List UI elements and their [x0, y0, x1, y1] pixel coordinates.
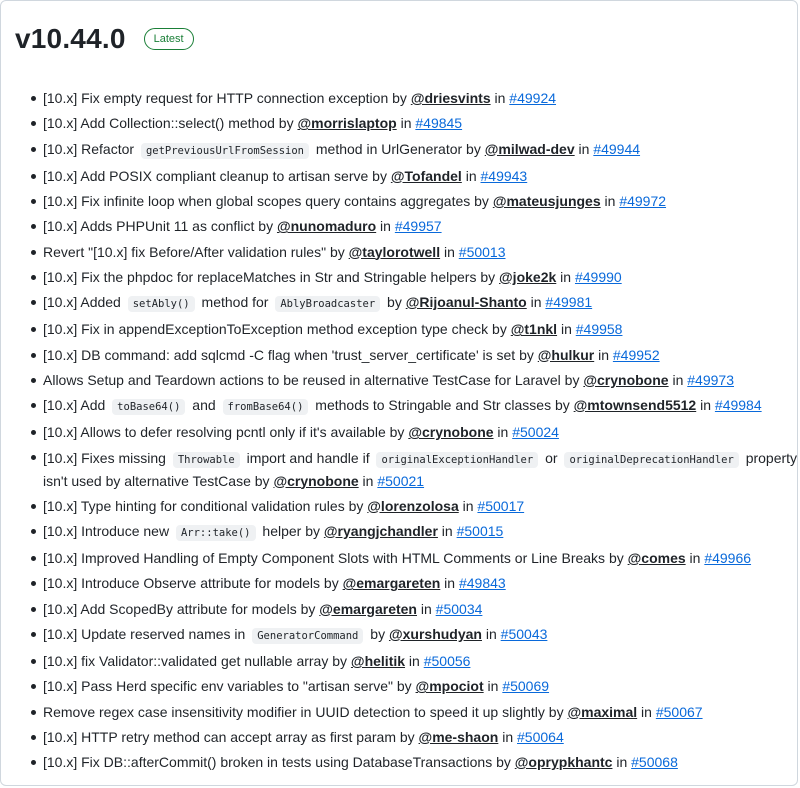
- note-text: in: [481, 625, 501, 642]
- inline-code: originalExceptionHandler: [376, 452, 538, 468]
- author-link[interactable]: @hulkur: [537, 346, 595, 363]
- note-text: or: [541, 449, 562, 466]
- release-note-item: [43, 317, 800, 342]
- pull-request-link[interactable]: #49958: [575, 321, 623, 338]
- note-text: in: [668, 371, 688, 388]
- latest-badge: Latest: [144, 28, 194, 50]
- pull-request-link[interactable]: #50056: [423, 653, 471, 669]
- release-note-item: [43, 368, 800, 393]
- release-note-item: [43, 494, 800, 519]
- release-note-item: [43, 111, 800, 136]
- note-text: in: [483, 678, 503, 695]
- note-text: by: [366, 625, 389, 642]
- note-text: [10.x] Allows to defer resolving pcntl only if it's available by: [43, 424, 409, 441]
- release-note-item: [43, 446, 800, 494]
- author-link[interactable]: @driesvints: [410, 90, 491, 106]
- author-link[interactable]: @crynobone: [408, 424, 494, 441]
- author-link[interactable]: @oprypkhantc: [514, 754, 613, 770]
- note-text: in: [461, 167, 481, 184]
- author-link[interactable]: @maximal: [567, 703, 638, 720]
- release-header: [15, 19, 194, 59]
- release-note-item: [43, 750, 800, 775]
- author-link[interactable]: @morrislaptop: [297, 115, 397, 132]
- note-text: property isn't used by alternative TestCase by: [43, 449, 798, 489]
- inline-code: GeneratorCommand: [252, 628, 363, 644]
- inline-code: Throwable: [173, 452, 240, 468]
- note-text: methods to Stringable and Str classes by: [311, 397, 574, 413]
- note-text: helper by: [258, 522, 324, 539]
- author-link[interactable]: @Tofandel: [390, 167, 462, 184]
- author-link[interactable]: @joke2k: [499, 268, 557, 285]
- pull-request-link[interactable]: #50064: [517, 728, 564, 745]
- release-note-item: [43, 649, 800, 674]
- note-text: in: [637, 703, 656, 720]
- note-text: [10.x] Fixes missing: [43, 449, 170, 466]
- note-text: in: [440, 243, 459, 260]
- note-text: [10.x] Fix in appendExceptionToException method exception type check by: [43, 321, 511, 338]
- note-text: [10.x] Fix DB::afterCommit() broken in tests using DatabaseTransactions by: [43, 754, 515, 770]
- pull-request-link[interactable]: #50043: [500, 625, 548, 642]
- pull-request-link[interactable]: #49981: [545, 294, 593, 310]
- note-text: in: [526, 294, 546, 310]
- inline-code: AblyBroadcaster: [275, 296, 380, 312]
- release-note-item: [43, 86, 800, 111]
- note-text: [10.x] Adds PHPUnit 11 as conflict by: [43, 218, 277, 235]
- note-text: in: [396, 115, 416, 132]
- release-note-item: [43, 571, 800, 596]
- pull-request-link[interactable]: #49990: [574, 268, 622, 285]
- release-note-item: [43, 393, 800, 420]
- pull-request-link[interactable]: #49966: [704, 550, 752, 566]
- release-note-item: [43, 137, 800, 164]
- note-text: in: [612, 754, 632, 770]
- note-text: [10.x] Added: [43, 294, 125, 310]
- note-text: [10.x] Add POSIX compliant cleanup to artisan serve by: [43, 167, 391, 184]
- pull-request-link[interactable]: #49843: [458, 575, 506, 592]
- note-text: [10.x] Type hinting for conditional validation rules by: [43, 497, 368, 514]
- release-note-item: [43, 420, 800, 445]
- note-text: [10.x] Pass Herd specific env variables to "artisan serve" by: [43, 678, 416, 695]
- author-link[interactable]: @mtownsend5512: [573, 397, 697, 413]
- author-link[interactable]: @Rijoanul-Shanto: [405, 294, 527, 310]
- note-text: in: [437, 522, 457, 539]
- author-link[interactable]: @emargareten: [342, 575, 441, 592]
- release-note-item: [43, 622, 800, 649]
- inline-code: fromBase64(): [223, 399, 309, 415]
- pull-request-link[interactable]: #49984: [714, 397, 762, 413]
- author-link[interactable]: @mpociot: [415, 678, 484, 695]
- note-text: in: [405, 653, 424, 669]
- note-text: in: [600, 193, 620, 209]
- release-note-item: [43, 265, 800, 290]
- release-note-item: [43, 546, 800, 571]
- author-link[interactable]: @crynobone: [273, 472, 359, 489]
- note-text: [10.x] Fix infinite loop when global scopes query contains aggregates by: [43, 193, 493, 209]
- inline-code: originalDeprecationHandler: [564, 452, 738, 468]
- pull-request-link[interactable]: #49944: [593, 140, 641, 157]
- pull-request-link[interactable]: #49957: [394, 218, 442, 235]
- note-text: and: [188, 397, 220, 413]
- author-link[interactable]: @milwad-dev: [484, 140, 575, 157]
- release-note-item: [43, 189, 800, 214]
- pull-request-link[interactable]: #49943: [480, 167, 528, 184]
- note-text: [10.x] Add: [43, 397, 110, 413]
- release-title[interactable]: v10.44.0: [15, 23, 126, 54]
- note-text: in: [594, 346, 613, 363]
- inline-code: Arr::take(): [176, 525, 256, 541]
- release-note-item: [43, 214, 800, 239]
- release-note-item: [43, 290, 800, 317]
- note-text: method for: [197, 294, 273, 310]
- note-text: method in UrlGenerator by: [311, 140, 485, 157]
- release-note-item: [43, 164, 800, 189]
- note-text: in: [574, 140, 594, 157]
- pull-request-link[interactable]: #50021: [377, 472, 425, 489]
- pull-request-link[interactable]: #49972: [619, 193, 667, 209]
- release-note-item: [43, 700, 800, 725]
- pull-request-link[interactable]: #49952: [612, 346, 660, 363]
- note-text: in: [498, 728, 518, 745]
- author-link[interactable]: @t1nkl: [510, 321, 558, 338]
- note-text: in: [440, 575, 459, 592]
- note-text: [10.x] Add ScopedBy attribute for models by: [43, 600, 320, 617]
- note-text: in: [696, 397, 715, 413]
- pull-request-link[interactable]: #49924: [509, 90, 557, 106]
- note-text: [10.x] Refactor: [43, 140, 138, 157]
- note-text: [10.x] Add Collection::select() method by: [43, 115, 298, 132]
- note-text: [10.x] Introduce Observe attribute for models by: [43, 575, 343, 592]
- pull-request-link[interactable]: #49973: [687, 371, 734, 388]
- note-text: [10.x] Improved Handling of Empty Component Slots with HTML Comments or Line Breaks by: [43, 550, 628, 566]
- release-note-item: [43, 725, 800, 750]
- author-link[interactable]: @mateusjunges: [492, 193, 601, 209]
- pull-request-link[interactable]: #50017: [477, 497, 525, 514]
- inline-code: toBase64(): [112, 399, 185, 415]
- note-text: by: [383, 294, 406, 310]
- release-note-item: [43, 597, 800, 622]
- pull-request-link[interactable]: #50034: [435, 600, 483, 617]
- author-link[interactable]: @taylorotwell: [348, 243, 441, 260]
- pull-request-link[interactable]: #49845: [415, 115, 463, 132]
- pull-request-link[interactable]: #50068: [631, 754, 678, 770]
- author-link[interactable]: @crynobone: [583, 371, 669, 388]
- note-text: Remove regex case insensitivity modifier in UUID detection to speed it up slightly by: [43, 703, 568, 720]
- note-text: in: [358, 472, 378, 489]
- author-link[interactable]: @lorenzolosa: [367, 497, 459, 514]
- author-link[interactable]: @me-shaon: [418, 728, 499, 745]
- note-text: Revert "[10.x] fix Before/After validation rules" by: [43, 243, 349, 260]
- pull-request-link[interactable]: #50015: [456, 522, 504, 539]
- inline-code: setAbly(): [128, 296, 195, 312]
- note-text: [10.x] fix Validator::validated get nullable array by: [43, 653, 351, 669]
- note-text: in: [493, 424, 513, 441]
- note-text: [10.x] Update reserved names in: [43, 625, 250, 642]
- pull-request-link[interactable]: #50013: [458, 243, 506, 260]
- author-link[interactable]: @ryangjchandler: [323, 522, 438, 539]
- pull-request-link[interactable]: #50067: [655, 703, 703, 720]
- author-link[interactable]: @comes: [627, 550, 686, 566]
- note-text: Allows Setup and Teardown actions to be reused in alternative TestCase for Laravel by: [43, 371, 584, 388]
- release-note-item: [43, 674, 800, 699]
- release-notes-list: [1, 86, 800, 775]
- note-text: in: [416, 600, 436, 617]
- author-link[interactable]: @emargareten: [319, 600, 417, 617]
- author-link[interactable]: @nunomaduro: [276, 218, 377, 235]
- author-link[interactable]: @xurshudyan: [388, 625, 482, 642]
- note-text: import and handle if: [242, 449, 374, 466]
- note-text: in: [376, 218, 395, 235]
- note-text: in: [685, 550, 705, 566]
- note-text: in: [490, 90, 510, 106]
- note-text: [10.x] HTTP retry method can accept array as first param by: [43, 728, 419, 745]
- note-text: [10.x] Fix the phpdoc for replaceMatches in Str and Stringable helpers by: [43, 268, 500, 285]
- note-text: in: [557, 321, 576, 338]
- note-text: in: [556, 268, 575, 285]
- note-text: [10.x] Introduce new: [43, 522, 173, 539]
- note-text: [10.x] Fix empty request for HTTP connection exception by: [43, 90, 411, 106]
- note-text: in: [458, 497, 478, 514]
- inline-code: getPreviousUrlFromSession: [141, 143, 309, 159]
- author-link[interactable]: @helitik: [350, 653, 406, 669]
- note-text: [10.x] DB command: add sqlcmd -C flag when 'trust_server_certificate' is set by: [43, 346, 538, 363]
- pull-request-link[interactable]: #50024: [512, 424, 559, 441]
- release-note-item: [43, 343, 800, 368]
- release-note-item: [43, 240, 800, 265]
- release-note-item: [43, 519, 800, 546]
- pull-request-link[interactable]: #50069: [502, 678, 550, 695]
